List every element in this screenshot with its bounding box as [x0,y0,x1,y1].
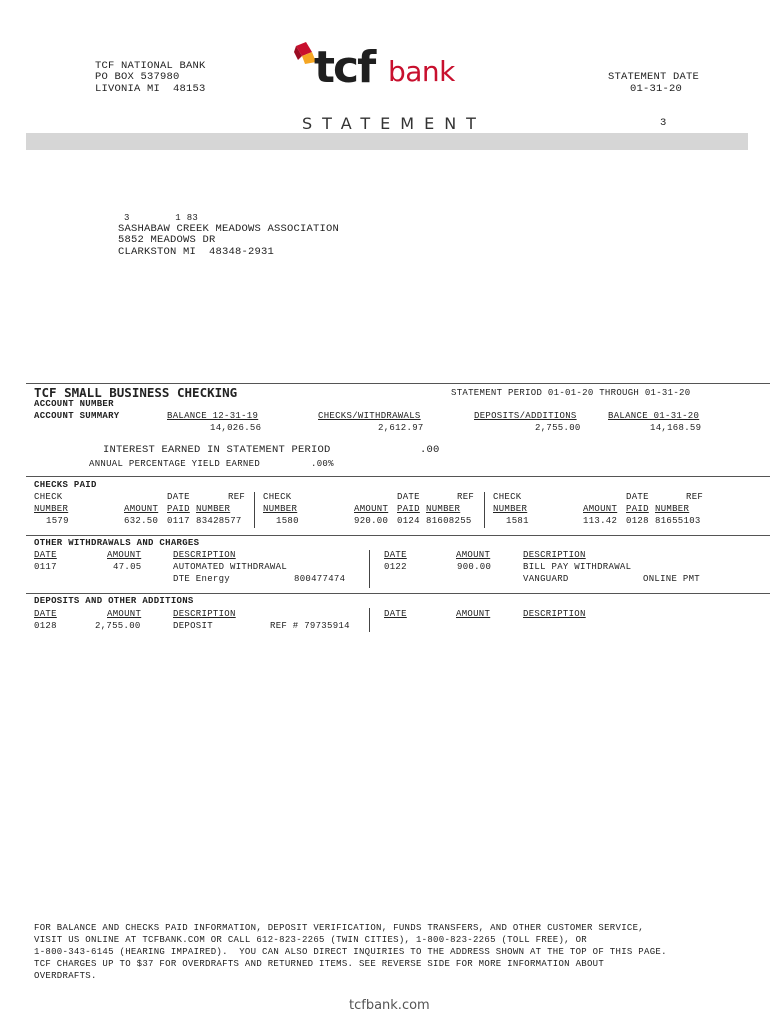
withdrawals-col-amount-2: AMOUNT [456,550,491,560]
withdrawals-col-date: DATE [34,550,57,560]
withdrawal-desc: AUTOMATED WITHDRAWAL [173,562,288,572]
deposits-divider [369,608,370,632]
withdrawals-col-desc: DESCRIPTION [173,550,236,560]
check-date: 0128 [626,516,649,526]
withdrawals-value: 2,612.97 [378,423,424,433]
customer-address-line1: 5852 MEADOWS DR [118,234,216,246]
checks-col-amount-2: AMOUNT [354,504,389,514]
footer-line-3: 1-800-343-6145 (HEARING IMPAIRED). YOU CAN ALSO DIRECT INQUIRIES TO THE ADDRESS SHOWN AT THE TOP OF THIS PAGE. [34,947,667,957]
account-number-label: ACCOUNT NUMBER [34,399,114,409]
checks-col-check-1: CHECK [34,492,63,502]
checks-col-paid-1: PAID [167,504,190,514]
checks-col-check-2: CHECK [263,492,292,502]
checks-col-number-3: NUMBER [493,504,528,514]
page-number: 3 [660,117,667,129]
footer-line-4: TCF CHARGES UP TO $37 FOR OVERDRAFTS AND RETURNED ITEMS. SEE REVERSE SIDE FOR MORE INFORMATION ABOUT [34,959,605,969]
checks-col-date-3: DATE [626,492,649,502]
tcf-logo [292,40,462,92]
checks-top-rule [26,476,770,477]
withdrawals-col-desc-2: DESCRIPTION [523,550,586,560]
checks-col-refnum-2: NUMBER [426,504,461,514]
withdrawal-payee-ref: ONLINE PMT [643,574,701,584]
statement-date-label: STATEMENT DATE [608,71,700,83]
withdrawals-divider [369,550,370,588]
apy-label: ANNUAL PERCENTAGE YIELD EARNED [89,459,261,469]
checks-col-ref-3: REF [686,492,704,502]
checks-col-paid-2: PAID [397,504,420,514]
check-number: 1579 [46,516,69,526]
withdrawal-payee: DTE Energy [173,574,231,584]
deposits-col-date-2: DATE [384,609,407,619]
website-url[interactable]: tcfbank.com [349,998,430,1013]
check-ref: 81608255 [426,516,472,526]
checks-col-amount-3: AMOUNT [583,504,618,514]
checks-col-check-3: CHECK [493,492,522,502]
checks-col-ref-1: REF [228,492,246,502]
deposits-col-date: DATE [34,609,57,619]
balance-end-label: BALANCE 01-31-20 [608,411,700,421]
deposits-col-amount: AMOUNT [107,609,142,619]
interest-label: INTEREST EARNED IN STATEMENT PERIOD [103,444,331,456]
check-number: 1581 [506,516,529,526]
account-top-rule [26,383,770,384]
deposit-ref: REF # 79735914 [270,621,350,631]
account-type: TCF SMALL BUSINESS CHECKING [34,385,238,400]
withdrawal-desc: BILL PAY WITHDRAWAL [523,562,632,572]
deposit-desc: DEPOSIT [173,621,213,631]
statement-date-value: 01-31-20 [630,83,683,95]
checks-col-paid-3: PAID [626,504,649,514]
check-date: 0117 [167,516,190,526]
withdrawal-payee-ref: 800477474 [294,574,346,584]
checks-col-refnum-3: NUMBER [655,504,690,514]
customer-name: SASHABAW CREEK MEADOWS ASSOCIATION [118,223,340,235]
check-ref: 81655103 [655,516,701,526]
deposits-col-amount-2: AMOUNT [456,609,491,619]
statement-period: STATEMENT PERIOD 01-01-20 THROUGH 01-31-20 [451,388,691,398]
footer-line-1: FOR BALANCE AND CHECKS PAID INFORMATION, DEPOSIT VERIFICATION, FUNDS TRANSFERS, AND OTHER CUSTOMER SERVICE, [34,923,644,933]
checks-divider-1 [254,492,255,528]
checks-col-ref-2: REF [457,492,475,502]
check-number: 1580 [276,516,299,526]
bank-address-line1: PO BOX 537980 [95,71,180,83]
withdrawal-amount: 47.05 [113,562,142,572]
footer-line-2: VISIT US ONLINE AT TCFBANK.COM OR CALL 612-823-2265 (TWIN CITIES), 1-800-823-2265 (TOLL FREE), OR [34,935,587,945]
withdrawals-label: CHECKS/WITHDRAWALS [318,411,421,421]
logo-bank-text: bank [388,55,455,88]
deposits-col-desc: DESCRIPTION [173,609,236,619]
withdrawals-heading: OTHER WITHDRAWALS AND CHARGES [34,538,200,548]
checks-divider-2 [484,492,485,528]
checks-col-number-2: NUMBER [263,504,298,514]
checks-col-number-1: NUMBER [34,504,69,514]
balance-end-value: 14,168.59 [650,423,702,433]
withdrawals-top-rule [26,535,770,536]
deposits-col-desc-2: DESCRIPTION [523,609,586,619]
bank-name: TCF NATIONAL BANK [95,60,206,72]
checks-heading: CHECKS PAID [34,480,97,490]
check-amount: 632.50 [124,516,159,526]
checks-col-amount-1: AMOUNT [124,504,159,514]
check-date: 0124 [397,516,420,526]
balance-start-label: BALANCE 12-31-19 [167,411,259,421]
withdrawal-date: 0117 [34,562,57,572]
checks-col-refnum-1: NUMBER [196,504,231,514]
check-amount: 920.00 [354,516,389,526]
checks-col-date-1: DATE [167,492,190,502]
statement-title: STATEMENT [302,114,486,133]
withdrawal-amount: 900.00 [457,562,492,572]
bank-address-line2: LIVONIA MI 48153 [95,83,206,95]
logo-tcf-text: tcf [314,42,375,93]
deposits-heading: DEPOSITS AND OTHER ADDITIONS [34,596,194,606]
withdrawal-payee: VANGUARD [523,574,569,584]
check-amount: 113.42 [583,516,618,526]
deposit-amount: 2,755.00 [95,621,141,631]
deposit-date: 0128 [34,621,57,631]
header-divider-bar [26,133,748,150]
withdrawal-date: 0122 [384,562,407,572]
withdrawals-col-date-2: DATE [384,550,407,560]
check-ref: 83428577 [196,516,242,526]
deposits-top-rule [26,593,770,594]
balance-start-value: 14,026.56 [210,423,262,433]
customer-address-line2: CLARKSTON MI 48348-2931 [118,246,275,258]
account-summary-label: ACCOUNT SUMMARY [34,411,120,421]
interest-value: .00 [420,444,440,456]
deposits-value: 2,755.00 [535,423,581,433]
withdrawals-col-amount: AMOUNT [107,550,142,560]
checks-col-date-2: DATE [397,492,420,502]
deposits-label: DEPOSITS/ADDITIONS [474,411,577,421]
footer-line-5: OVERDRAFTS. [34,971,97,981]
apy-value: .00% [311,459,334,469]
customer-codes: 3 1 83 [124,213,199,223]
